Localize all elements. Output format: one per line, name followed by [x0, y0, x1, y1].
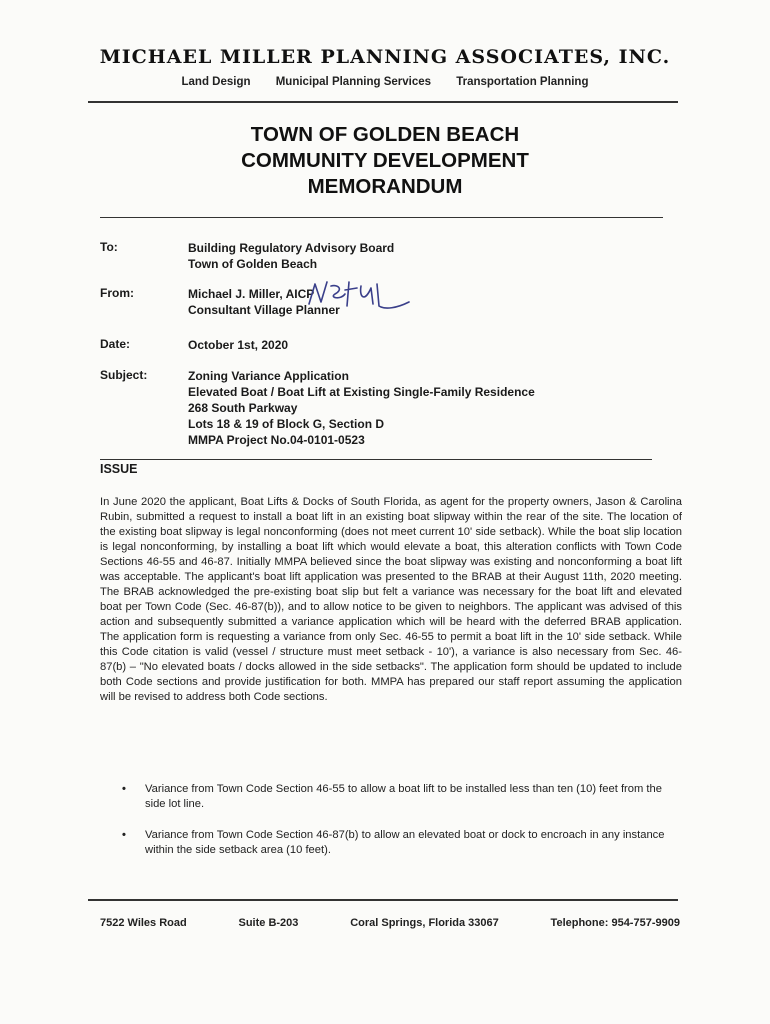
- issue-heading: ISSUE: [100, 462, 138, 476]
- from-label: From:: [100, 286, 134, 300]
- footer: [100, 917, 680, 929]
- to-value: [188, 240, 708, 272]
- footer-address: 7522 Wiles Road: [100, 917, 187, 929]
- issue-body: In June 2020 the applicant, Boat Lifts & Docks of South Florida, as agent for the property owners, Jason & Carolina Rubin, submitted a request to install a boat lift in an existing boat slipway within the rear of the site. The location of the existing boat slipway is legal nonconforming (does not meet current 10' side setback). While the boat slip location is legal nonconforming, by installing a boat lift which would elevate a boat, this alteration conflicts with Town Code Sections 46-55 and 46-87. Initially MMPA believed since the boat slipway was existing and nonconforming a boat lift was acceptable. The applicant's boat lift application was presented to the BRAB at their August 11th, 2020 meeting. The BRAB acknowledged the pre-existing boat slip but felt a variance was necessary for the boat lift and elevated boat per Town Code (Sec. 46-87(b)), and to allow notice to be given to neighbors. The applicant was advised of this action and subsequently submitted a variance application which will be heard with the deferred BRAB application. The application form is requesting a variance from only Sec. 46-55 to permit a boat lift in the 10' side setback. While this Code citation is valid (vessel / structure must meet setback - 10'), a variance is also necessary from Sec. 46-87(b) – "No elevated boats / docks allowed in the side setbacks". The application form should be updated to include both Code sections and provide justification for both. MMPA has prepared our staff report assuming the application will be revised to address both Code sections.: [100, 496, 682, 703]
- subject-label: Subject:: [100, 368, 148, 382]
- footer-city: Coral Springs, Florida 33067: [350, 917, 499, 929]
- subject-line-4: Lots 18 & 19 of Block G, Section D: [188, 417, 385, 431]
- footer-suite: Suite B-203: [238, 917, 299, 929]
- from-line-2: Consultant Village Planner: [188, 303, 340, 317]
- subject-divider: [100, 459, 652, 460]
- header-divider: [88, 101, 678, 103]
- footer-divider: [88, 899, 678, 901]
- firm-name: MICHAEL MILLER PLANNING ASSOCIATES, INC.: [99, 46, 671, 68]
- variance-list: [100, 782, 682, 858]
- to-line-1: Building Regulatory Advisory Board: [188, 241, 395, 255]
- bullet-icon: •: [122, 829, 126, 841]
- variance-item-2: Variance from Town Code Section 46-87(b) to allow an elevated boat or dock to encroach in any instance within the side setback area (10 feet).: [145, 829, 665, 856]
- title-line-3: MEMORANDUM: [307, 175, 463, 198]
- title-divider: [100, 217, 663, 218]
- bullet-icon: •: [122, 783, 126, 795]
- footer-phone: Telephone: 954-757-9909: [550, 917, 680, 929]
- tagline-municipal-planning: Municipal Planning Services: [275, 76, 432, 88]
- list-item: [100, 828, 682, 858]
- title-line-1: TOWN OF GOLDEN BEACH: [250, 123, 520, 146]
- to-label: To:: [100, 240, 118, 254]
- memo-title: [0, 122, 770, 200]
- tagline-land-design: Land Design: [181, 76, 251, 88]
- from-value: [188, 286, 708, 318]
- date-label: Date:: [100, 337, 131, 351]
- from-line-1: Michael J. Miller, AICP: [188, 287, 315, 301]
- to-line-2: Town of Golden Beach: [188, 257, 318, 271]
- handwritten-signature: [305, 276, 415, 316]
- tagline-transportation: Transportation Planning: [456, 76, 589, 88]
- subject-line-2: Elevated Boat / Boat Lift at Existing Single-Family Residence: [188, 385, 535, 399]
- subject-line-5: MMPA Project No.04-0101-0523: [188, 433, 365, 447]
- title-line-2: COMMUNITY DEVELOPMENT: [241, 149, 529, 172]
- list-item: [100, 782, 682, 812]
- date-value: October 1st, 2020: [188, 338, 289, 352]
- subject-line-3: 268 South Parkway: [188, 401, 298, 415]
- variance-item-1: Variance from Town Code Section 46-55 to allow a boat lift to be installed less than ten (10) feet from the side lot line.: [145, 783, 662, 810]
- subject-value: [188, 368, 708, 448]
- firm-tagline: [0, 76, 770, 88]
- subject-line-1: Zoning Variance Application: [188, 369, 349, 383]
